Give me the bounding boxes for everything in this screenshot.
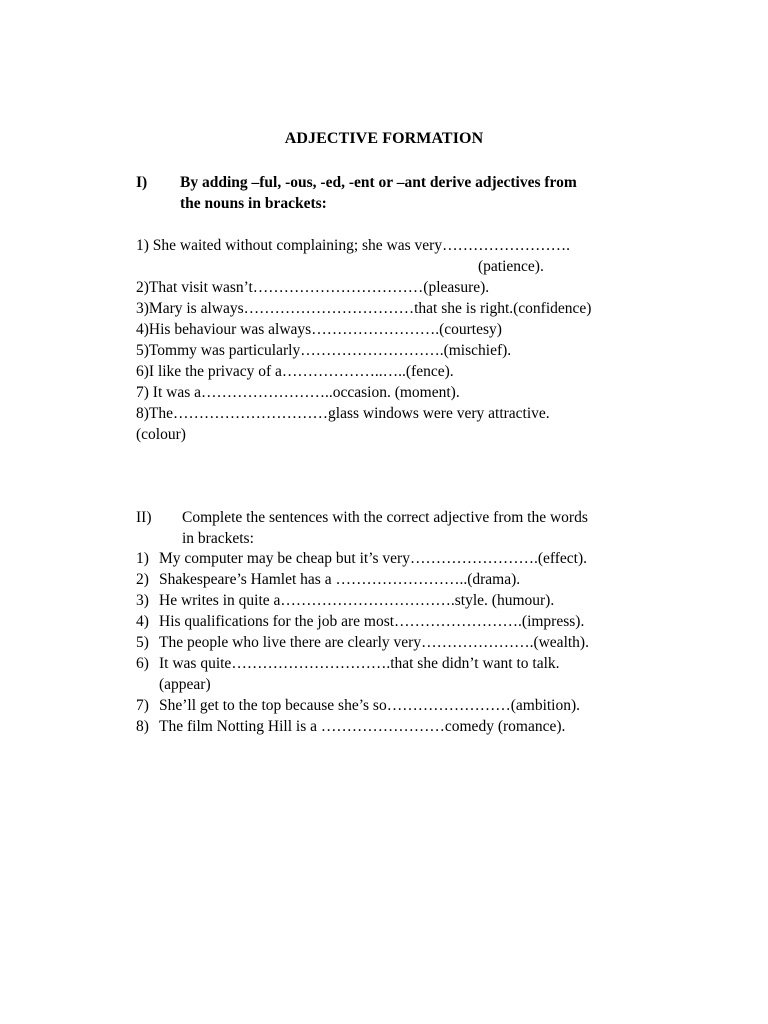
section-2-number: II) (136, 509, 152, 526)
exercise-2-4-text: His qualifications for the job are most…………………….(impress). (159, 613, 585, 630)
exercise-1-1: 1) She waited without complaining; she was very……………………. (136, 237, 570, 254)
exercise-1-6: 6)I like the privacy of a………………..…..(fence). (136, 363, 454, 380)
exercise-2-3-text: He writes in quite a…………………………….style. (humour). (159, 592, 555, 609)
section-2-instruction-line-2: in brackets: (182, 530, 254, 547)
exercise-2-5-number: 5) (136, 634, 149, 651)
exercise-2-2-number: 2) (136, 571, 149, 588)
exercise-1-8-hint: (colour) (136, 426, 186, 443)
section-2-instruction (182, 507, 662, 549)
exercise-2-3-number: 3) (136, 592, 149, 609)
exercise-2-2-text: Shakespeare’s Hamlet has a ……………………..(drama). (159, 571, 521, 588)
section-2-heading (136, 507, 656, 549)
exercise-2-7-number: 7) (136, 697, 149, 714)
page-title: ADJECTIVE FORMATION (284, 130, 484, 147)
section-1-instruction-line-2: the nouns in brackets: (180, 195, 327, 212)
exercise-1-7: 7) It was a……………………..occasion. (moment). (136, 384, 460, 401)
exercise-2-6-text: It was quite………………………….that she didn’t want to talk. (159, 655, 560, 672)
exercise-2-4-number: 4) (136, 613, 149, 630)
exercise-1-1-hint: (patience). (478, 258, 544, 275)
exercise-2-8-number: 8) (136, 718, 149, 735)
exercise-2-7-text: She’ll get to the top because she’s so……………………(ambition). (159, 697, 581, 714)
exercise-1-8: 8)The…………………………glass windows were very attractive. (136, 405, 550, 422)
exercise-2-6-hint-text: (appear) (159, 676, 211, 693)
section-2-instruction-line-1: Complete the sentences with the correct adjective from the words (182, 509, 588, 526)
section-1-heading (136, 172, 656, 216)
exercise-1-5: 5)Tommy was particularly……………………….(mischief). (136, 342, 512, 359)
exercise-1-4: 4)His behaviour was always…………………….(courtesy) (136, 321, 502, 338)
section-1-instruction-line-1: By adding –ful, -ous, -ed, -ent or –ant derive adjectives from (180, 174, 577, 191)
exercise-1-2: 2)That visit wasn’t……………………………(pleasure). (136, 279, 490, 296)
exercise-2-8-text: The film Notting Hill is a ……………………comedy (romance). (159, 718, 566, 735)
section-1-number: I) (136, 174, 148, 191)
exercise-1-3: 3)Mary is always……………………………that she is right.(confidence) (136, 300, 592, 317)
exercise-2-5-text: The people who live there are clearly very………………….(wealth). (159, 634, 589, 651)
exercise-2-1-text: My computer may be cheap but it’s very…………………….(effect). (159, 550, 588, 567)
section-1-instruction (180, 172, 660, 214)
exercise-2-1-number: 1) (136, 550, 149, 567)
exercise-2-6-number: 6) (136, 655, 149, 672)
